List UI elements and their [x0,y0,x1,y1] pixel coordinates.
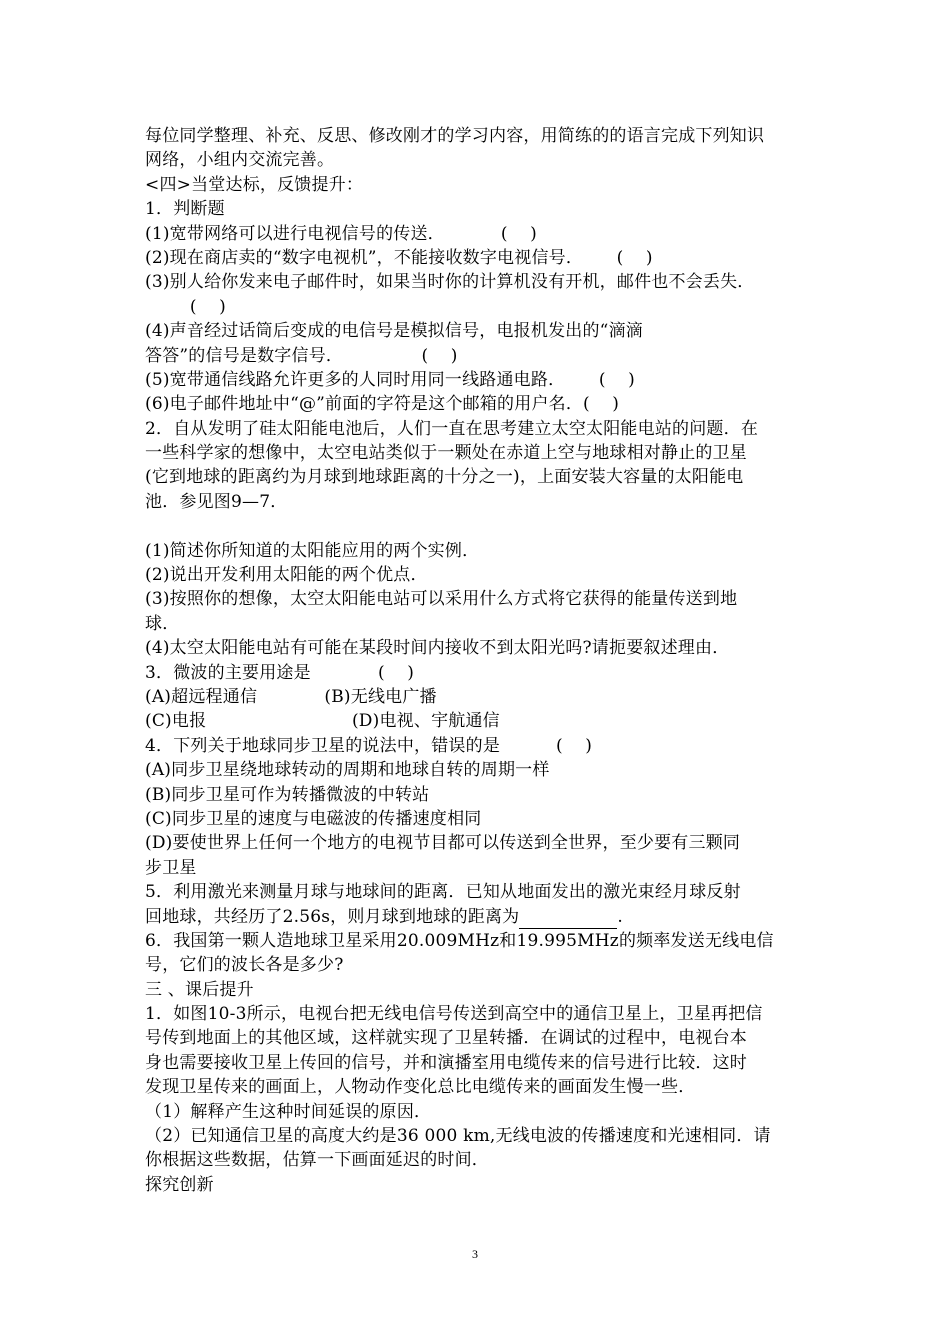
answer-blank [519,911,617,929]
document-body [145,124,810,1197]
choice-options: (A)超远程通信 (B)无线电广播 [145,686,437,707]
question-4: 4．下列关于地球同步卫星的说法中，错误的是 ( ) [145,735,593,756]
question-5-fill [145,905,810,929]
judgement-item: 答答”的信号是数字信号． ( ) [145,345,458,366]
choice-option: (D)要使世界上任何一个地方的电视节目都可以传送到全世界，至少要有三颗同 [145,833,741,854]
sub-question: （1）解释产生这种时间延误的原因． [145,1101,432,1122]
sub-question: (4)太空太阳能电站有可能在某段时间内接收不到太阳光吗?请扼要叙述理由． [145,638,730,659]
judgement-item: (6)电子邮件地址中“@”前面的字符是这个邮箱的用户名．( ) [145,394,620,415]
question-2: 2．自从发明了硅太阳能电池后，人们一直在思考建立太空太阳能电站的问题．在 [145,418,759,439]
choice-option: 步卫星 [145,857,197,878]
choice-options: (C)电报 (D)电视、宇航通信 [145,711,500,732]
question-2: (它到地球的距离约为月球到地球距离的十分之一)，上面安装大容量的太阳能电 [145,467,744,488]
question-heading: 1．判断题 [145,199,225,220]
judgement-item: (3)别人给你发来电子邮件时，如果当时你的计算机没有开机，邮件也不会丢失． [145,272,755,293]
judgement-item: (2)现在商店卖的“数字电视机”，不能接收数字电视信号． ( ) [145,247,653,268]
choice-option: (C)同步卫星的速度与电磁波的传播速度相同 [145,808,482,829]
sub-question: (2)说出开发利用太阳能的两个优点． [145,565,428,586]
sub-question: 你根据这些数据，估算一下画面延迟的时间． [145,1150,489,1171]
text-line: 每位同学整理、补充、反思、修改刚才的学习内容，用简练的的语言完成下列知识 [145,126,765,146]
blank-suffix: . [617,906,623,927]
text-line: 网络，小组内交流完善。 [145,150,335,171]
question-2: 池．参见图9—7． [145,491,288,512]
section-heading: <四>当堂达标，反馈提升： [145,174,364,195]
sub-question: (3)按照你的想像，太空太阳能电站可以采用什么方式将它获得的能量传送到地 [145,589,738,610]
section-heading: 三 、课后提升 [145,979,254,1000]
sub-question: （2）已知通信卫星的高度大约是36 000 km,无线电波的传播速度和光速相同．请 [145,1126,771,1147]
homework-question: 号传到地面上的其他区域，这样就实现了卫星转播．在调试的过程中，电视台本 [145,1028,747,1049]
question-3: 3．微波的主要用途是 ( ) [145,662,415,683]
question-5-text: 回地球，共经历了2.56s，则月球到地球的距离为 [145,906,520,927]
sub-question: 球． [145,613,180,634]
choice-option: (A)同步卫星绕地球转动的周期和地球自转的周期一样 [145,760,550,781]
section-heading: 探究创新 [145,1174,214,1195]
question-2: 一些科学家的想像中，太空电站类似于一颗处在赤道上空与地球相对静止的卫星 [145,443,747,464]
page-number: 3 [472,1247,478,1261]
homework-question: 发现卫星传来的画面上，人物动作变化总比电缆传来的画面发生慢一些． [145,1077,696,1098]
judgement-item: ( ) [145,296,226,317]
question-5: 5．利用激光来测量月球与地球间的距离．已知从地面发出的激光束经月球反射 [145,882,741,903]
judgement-item: (1)宽带网络可以进行电视信号的传送． ( ) [145,223,537,244]
sub-question: (1)简述你所知道的太阳能应用的两个实例． [145,540,480,561]
judgement-item: (5)宽带通信线路允许更多的人同时用同一线路通电路． ( ) [145,369,635,390]
homework-question: 身也需要接收卫星上传回的信号，并和演播室用电缆传来的信号进行比较．这时 [145,1052,747,1073]
empty-line [145,514,810,538]
question-6: 6．我国第一颗人造地球卫星采用20.009MHz和19.995MHz的频率发送无线电信 [145,930,774,951]
homework-question: 1．如图10-3所示，电视台把无线电信号传送到高空中的通信卫星上，卫星再把信 [145,1004,763,1025]
question-6: 号，它们的波长各是多少? [145,955,344,976]
judgement-item: (4)声音经过话筒后变成的电信号是模拟信号，电报机发出的“滴滴 [145,321,643,342]
choice-option: (B)同步卫星可作为转播微波的中转站 [145,784,430,805]
